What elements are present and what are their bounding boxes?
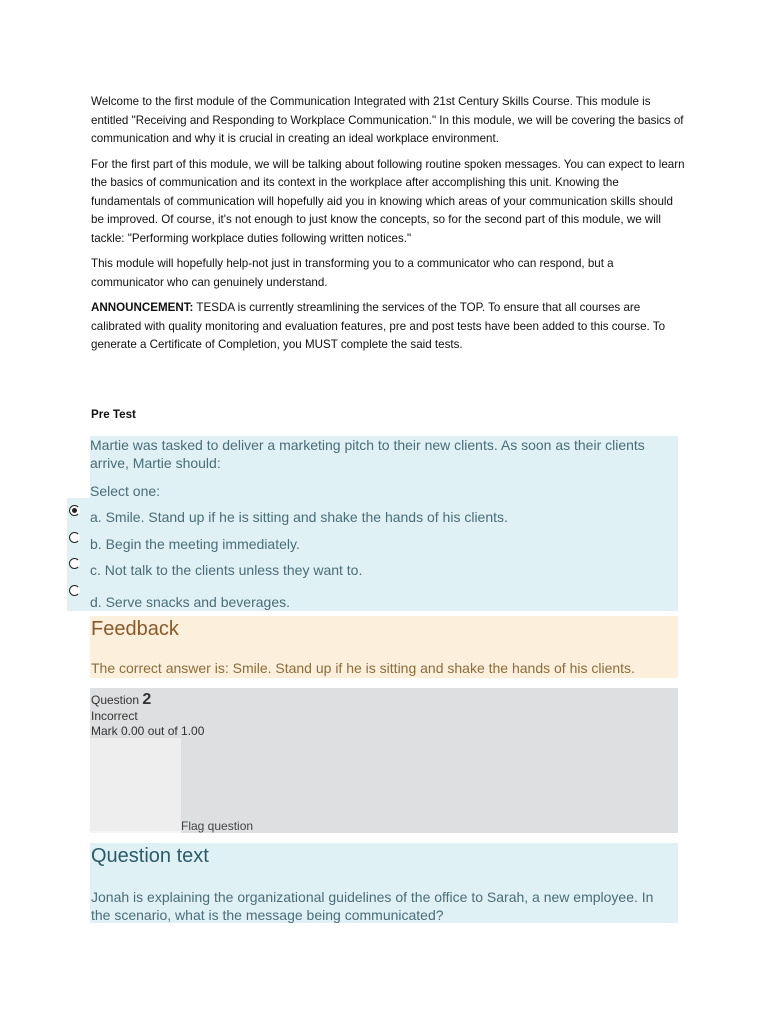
option-a-label[interactable]: a. Smile. Stand up if he is sitting and shake the hands of his clients. bbox=[90, 509, 508, 525]
option-d-radio[interactable] bbox=[69, 585, 80, 596]
option-b-label[interactable]: b. Begin the meeting immediately. bbox=[90, 536, 300, 552]
question-1-text: Martie was tasked to deliver a marketing pitch to their new clients. As soon as their clients arrive, Martie should: bbox=[90, 437, 645, 471]
option-a-radio[interactable] bbox=[69, 505, 80, 516]
pretest-heading: Pre Test bbox=[91, 408, 136, 421]
option-d-label[interactable]: d. Serve snacks and beverages. bbox=[90, 594, 291, 610]
announcement-text: TESDA is currently streamlining the services of the TOP. To ensure that all courses are calibrated with quality monitoring and evaluation features, pre and post tests have been added to this course. To generate a Certificate of Completion, you MUST complete the said tests. bbox=[91, 301, 666, 351]
announcement-label: ANNOUNCEMENT: bbox=[91, 301, 194, 314]
flag-question-link[interactable]: Flag question bbox=[181, 819, 254, 833]
flag-area bbox=[90, 738, 181, 831]
intro-paragraph-1: Welcome to the first module of the Communication Integrated with 21st Century Skills Course. This module is entitled "Receiving and Responding to Workplace Communication." In this module, we will be covering the basics of communication and why it is crucial in creating an ideal workplace environment. bbox=[91, 95, 684, 145]
intro-paragraph-2: For the first part of this module, we will be talking about following routine spoken messages. You can expect to learn the basics of communication and its context in the workplace after accomplishing this unit. Knowing the fundamentals of communication will hopefully aid you in knowing which areas of your communication skills should be improved. Of course, it's not enough to just know the concepts, so for the second part of this module, we will tackle: "Performing workplace duties following written notices." bbox=[91, 157, 685, 245]
question-number-value: 2 bbox=[142, 691, 152, 708]
option-c-radio[interactable] bbox=[69, 558, 80, 569]
intro-paragraph-3: This module will hopefully help-not just in transforming you to a communicator who can respond, but a communicator who can genuinely understand. bbox=[91, 257, 614, 289]
flag-area-divider bbox=[90, 831, 181, 833]
option-b-radio[interactable] bbox=[69, 532, 80, 543]
question-status: Incorrect bbox=[91, 709, 138, 723]
module-intro bbox=[91, 93, 687, 362]
option-c-label[interactable]: c. Not talk to the clients unless they want to. bbox=[90, 562, 363, 578]
announcement-paragraph bbox=[91, 299, 687, 355]
question-text-title: Question text bbox=[91, 845, 209, 867]
question-mark: Mark 0.00 out of 1.00 bbox=[91, 724, 205, 738]
feedback-title: Feedback bbox=[91, 618, 179, 640]
select-one-prompt: Select one: bbox=[90, 483, 161, 499]
question-word: Question bbox=[91, 693, 143, 707]
feedback-text: The correct answer is: Smile. Stand up if he is sitting and shake the hands of his clients. bbox=[91, 660, 635, 676]
question-number bbox=[91, 691, 151, 709]
question-2-text: Jonah is explaining the organizational guidelines of the office to Sarah, a new employee. In the scenario, what is the message being communicated? bbox=[91, 889, 654, 923]
